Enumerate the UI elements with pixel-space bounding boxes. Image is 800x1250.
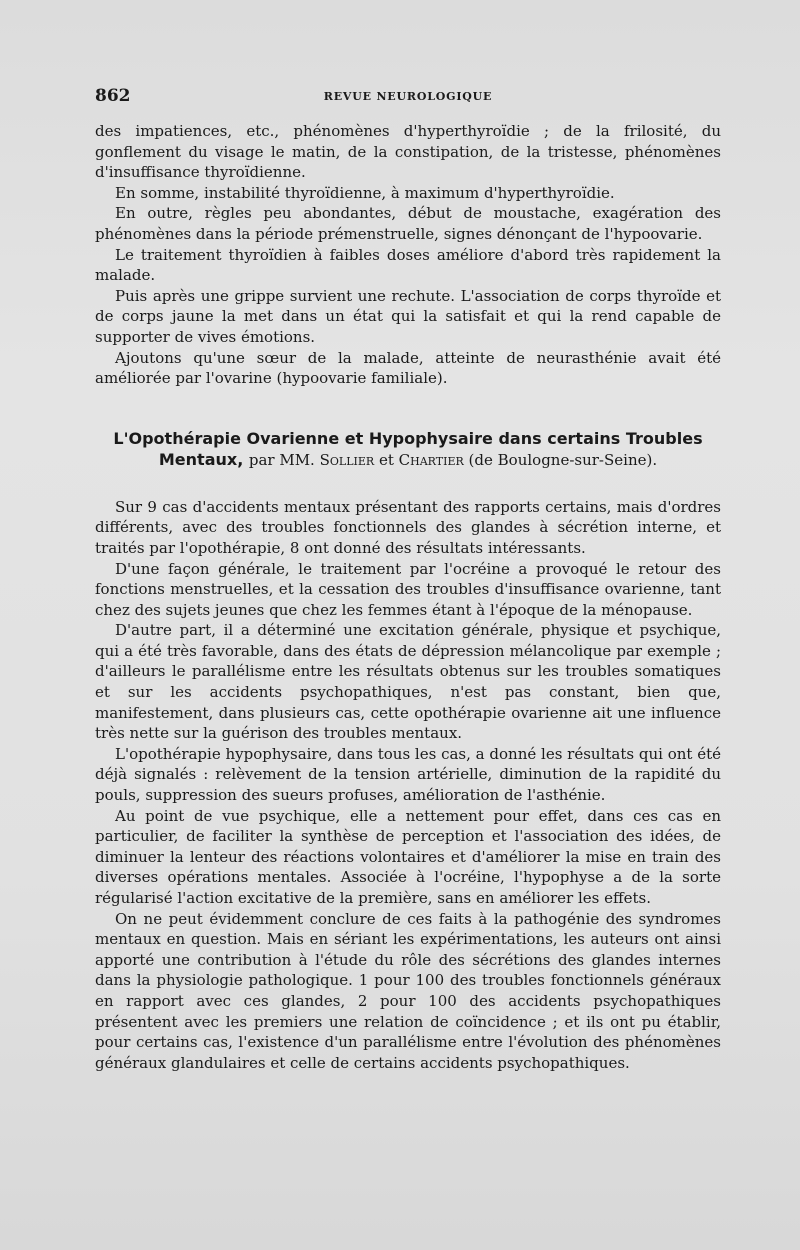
article-heading (95, 428, 721, 471)
paragraph: On ne peut évidemment conclure de ces faits à la pathogénie des syndromes mentaux en question. Mais en sériant les expérimentations, les auteurs ont ainsi apporté une contribution à l'étude du rôle des sécrétions des glandes internes dans la physiologie pathologique. 1 pour 100 des troubles fonctionnels généraux en rapport avec ces glandes, 2 pour 100 des accidents psychopathiques présentent avec les premiers une relation de coïncidence ; et ils ont pu établir, pour certains cas, l'existence d'un parallélisme entre l'évolution des phénomènes généraux glandulaires et celle de certains accidents psychopathiques. (95, 909, 721, 1072)
page-number: 862 (95, 86, 131, 106)
paragraph: Au point de vue psychique, elle a nettement pour effet, dans ces cas en particulier, de faciliter la synthèse de perception et l'association des idées, de diminuer la lenteur des réactions volontaires et d'améliorer la mise en train des diverses opérations mentales. Associée à l'ocréine, l'hypophyse a de la sorte régularisé l'action excitative de la première, sans en améliorer les effets. (95, 806, 721, 907)
paragraph: Sur 9 cas d'accidents mentaux présentant des rapports certains, mais d'ordres différents, avec des troubles fonctionnels des glandes à sécrétion interne, et traités par l'opothérapie, 8 ont donné des résultats intéressants. (95, 497, 721, 557)
author-chartier: Chartier (398, 450, 464, 469)
paragraph: L'opothérapie hypophysaire, dans tous les cas, a donné les résultats qui ont été déjà signalés : relèvement de la tension artérielle, diminution de la rapidité du pouls, suppression des sueurs profuses, amélioration de l'asthénie. (95, 744, 721, 805)
paragraph: des impatiences, etc., phénomènes d'hyperthyroïdie ; de la frilosité, du gonflement du visage le matin, de la constipation, de la tristesse, phénomènes d'insuffisance thyroïdienne. (95, 122, 721, 182)
paragraph: D'autre part, il a déterminé une excitation générale, physique et psychique, qui a été très favorable, dans des états de dépression mélancolique par exemple ; d'ailleurs le parallélisme entre les résultats obtenus sur les troubles somatiques et sur les accidents psychopathiques, n'est pas constant, bien que, manifestement, dans plusieurs cas, cette opothérapie ovarienne ait une influence très nette sur la guérison des troubles mentaux. (95, 621, 721, 743)
paragraph: Le traitement thyroïdien à faibles doses améliore d'abord très rapidement la malade. (95, 245, 721, 285)
paragraph: En somme, instabilité thyroïdienne, à maximum d'hyperthyroïdie. (115, 183, 615, 202)
article-title: L'Opothérapie Ovarienne et Hypophysaire dans certains Troubles Mentaux, (113, 428, 703, 469)
author-location: (de Boulogne-sur-Seine). (468, 450, 658, 469)
author-sollier: Sollier (319, 450, 375, 469)
running-title: REVUE NEUROLOGIQUE (323, 90, 493, 103)
paragraph: Ajoutons qu'une sœur de la malade, atteinte de neurasthénie avait été améliorée par l'ovarine (hypoovarie familiale). (95, 348, 721, 388)
paragraph: En outre, règles peu abondantes, début de moustache, exagération des phénomènes dans la période prémenstruelle, signes dénonçant de l'hypoovarie. (95, 204, 721, 243)
page-header (95, 86, 721, 108)
paragraph: Puis après une grippe survient une rechute. L'association de corps thyroïde et de corps jaune la met dans un état qui la satisfait et qui la rend capable de supporter de vives émotions. (95, 286, 721, 346)
paragraph: D'une façon générale, le traitement par l'ocréine a provoqué le retour des fonctions menstruelles, et la cessation des troubles d'insuffisance ovarienne, tant chez des sujets jeunes que chez les femmes étant à l'époque de la ménopause. (95, 559, 721, 619)
article-byline (249, 451, 657, 469)
body-text (95, 121, 721, 1073)
byline-prefix: par MM. (248, 450, 315, 469)
byline-and: et (378, 450, 394, 469)
